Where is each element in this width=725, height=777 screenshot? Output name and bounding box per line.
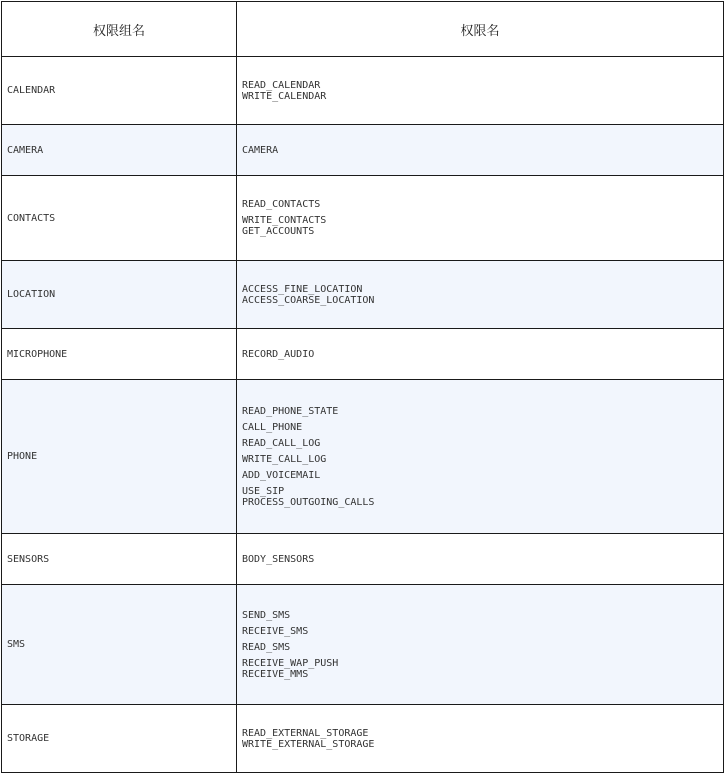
permission-name: PROCESS_OUTGOING_CALLS — [242, 496, 375, 508]
permission-name: RECEIVE_SMS — [242, 625, 309, 637]
permission-name: WRITE_CALL_LOG — [242, 453, 327, 465]
permission-group-cell: CONTACTS — [2, 176, 237, 261]
permission-name: WRITE_CONTACTS — [242, 215, 327, 226]
permission-group-cell: CALENDAR — [2, 57, 237, 125]
permission-name: ACCESS_FINE_LOCATION — [242, 283, 363, 295]
permission-list-cell — [237, 261, 724, 329]
header-permission-name: 权限名 — [237, 2, 724, 57]
permission-name: ADD_VOICEMAIL — [242, 469, 321, 481]
table-row — [2, 705, 724, 773]
permission-table — [1, 1, 724, 773]
permission-name: GET_ACCOUNTS — [242, 226, 315, 237]
permission-list-cell — [237, 534, 724, 585]
permission-list-cell — [237, 585, 724, 705]
header-group-name: 权限组名 — [2, 2, 237, 57]
permission-name: READ_CALL_LOG — [242, 437, 321, 449]
permission-list-cell — [237, 125, 724, 176]
permission-group-cell: STORAGE — [2, 705, 237, 773]
permission-group-cell: MICROPHONE — [2, 329, 237, 380]
permission-list-cell — [237, 705, 724, 773]
permission-name: RECORD_AUDIO — [242, 348, 315, 360]
permission-name: CAMERA — [242, 144, 279, 156]
permission-name: READ_EXTERNAL_STORAGE — [242, 727, 369, 739]
permission-name: RECEIVE_WAP_PUSH — [242, 657, 339, 669]
permission-group-cell: SENSORS — [2, 534, 237, 585]
table-row — [2, 534, 724, 585]
permission-name: RECEIVE_MMS — [242, 668, 309, 680]
table-body — [2, 57, 724, 773]
permission-list-cell — [237, 329, 724, 380]
permission-list-cell — [237, 176, 724, 261]
permission-name: READ_PHONE_STATE — [242, 405, 339, 417]
permission-list-cell — [237, 57, 724, 125]
permission-group-cell: SMS — [2, 585, 237, 705]
table-row — [2, 585, 724, 705]
table-row — [2, 329, 724, 380]
table-row — [2, 176, 724, 261]
permission-name: USE_SIP — [242, 485, 285, 497]
table-row — [2, 261, 724, 329]
permission-name: CALL_PHONE — [242, 421, 303, 433]
permission-name: WRITE_EXTERNAL_STORAGE — [242, 738, 375, 750]
table-row — [2, 125, 724, 176]
permission-group-cell: PHONE — [2, 380, 237, 534]
permission-name: READ_CALENDAR — [242, 79, 321, 91]
permission-name: READ_SMS — [242, 641, 291, 653]
permission-name: ACCESS_COARSE_LOCATION — [242, 294, 375, 306]
permission-group-cell: LOCATION — [2, 261, 237, 329]
permission-name: SEND_SMS — [242, 609, 291, 621]
table-header-row — [2, 2, 724, 57]
permission-group-cell: CAMERA — [2, 125, 237, 176]
table-row — [2, 57, 724, 125]
permission-name: BODY_SENSORS — [242, 553, 315, 565]
permission-name: WRITE_CALENDAR — [242, 90, 327, 102]
table-row — [2, 380, 724, 534]
permission-name: READ_CONTACTS — [242, 199, 321, 210]
permission-list-cell — [237, 380, 724, 534]
